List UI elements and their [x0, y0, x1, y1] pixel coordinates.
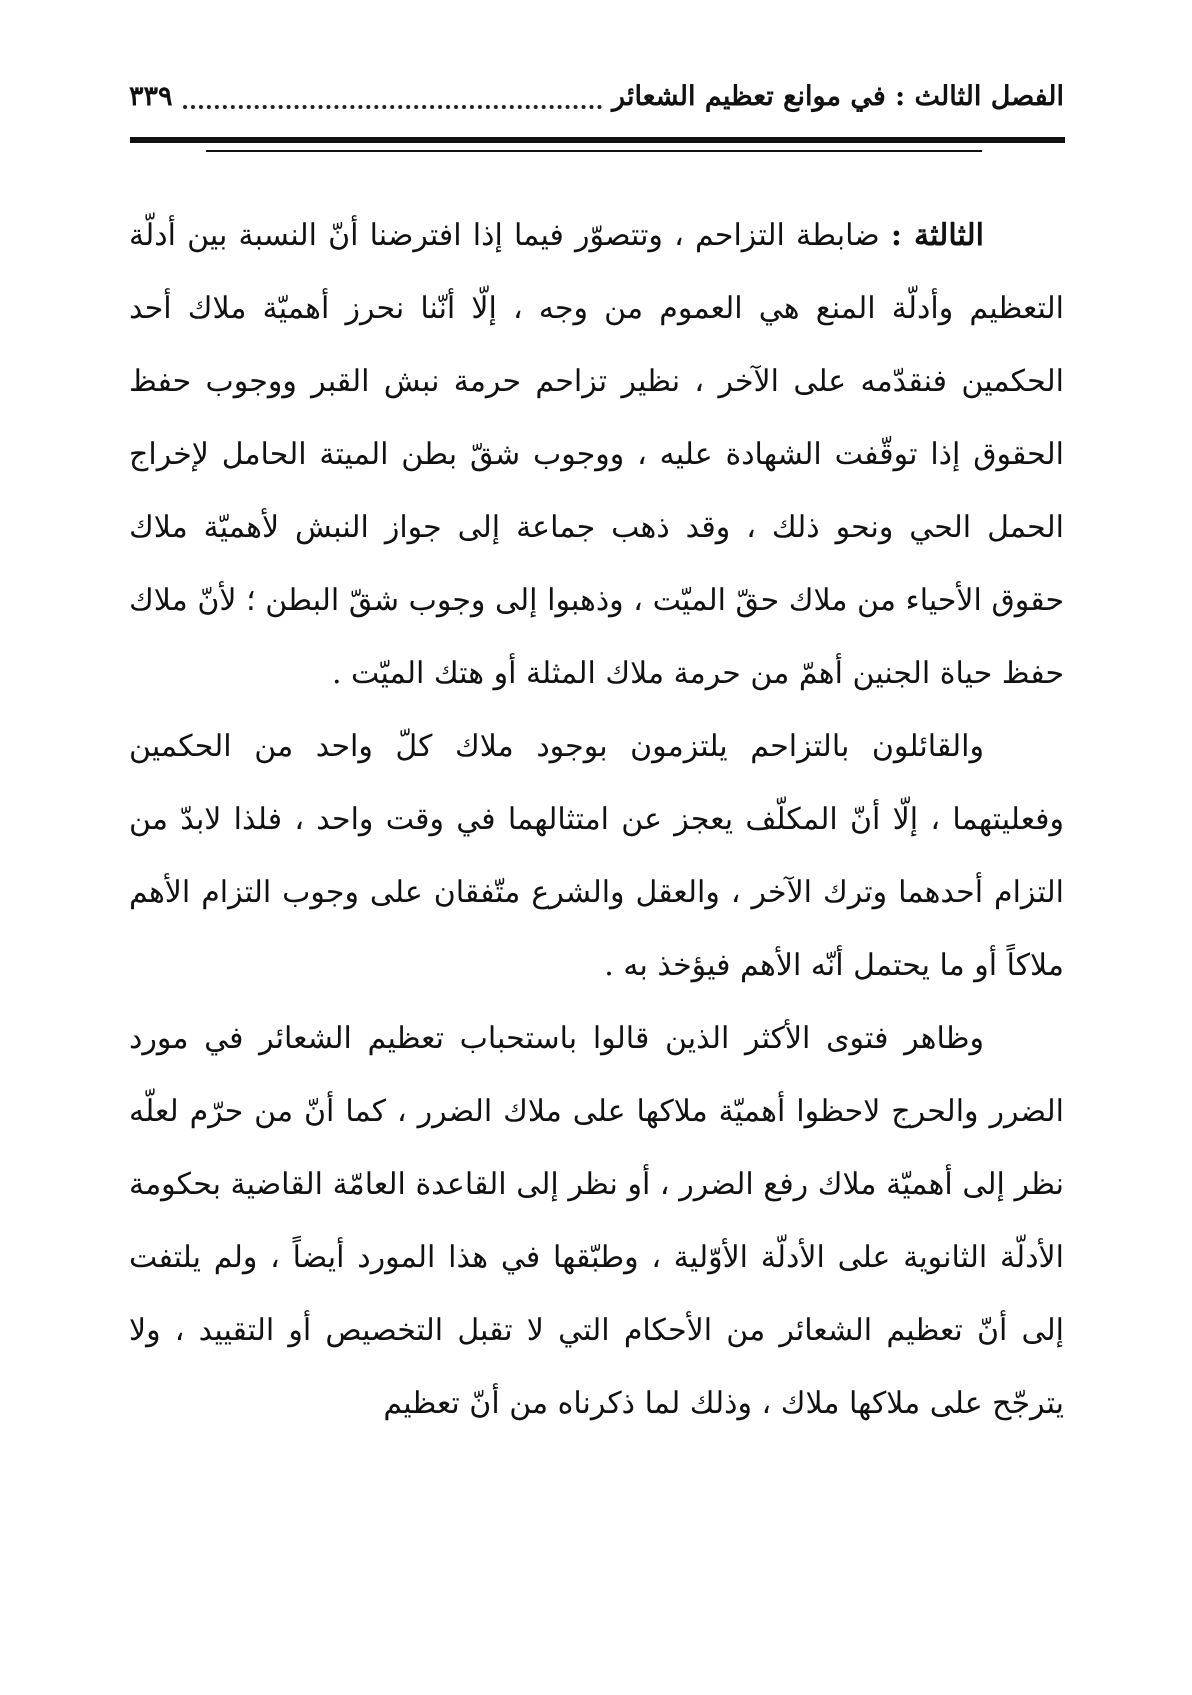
body-text — [129, 199, 1064, 1440]
paragraph-lead-word: الثالثة : — [890, 218, 984, 253]
paragraph-text: وظاهر فتوى الأكثر الذين قالوا باستحباب تعظيم الشعائر في مورد الضرر والحرج لاحظوا أهميّة ملاكها على ملاك الضرر ، كما أنّ من حرّم لعلّه نظر إلى أهميّة ملاك رفع الضرر ، أو نظر إلى القاعدة العامّة القاضية بحكومة الأدلّة الثانوية على الأدلّة الأوّلية ، وطبّقها في هذا المورد أيضاً ، ولم يلتفت إلى أنّ تعظيم الشعائر من الأحكام التي لا تقبل التخصيص أو التقييد ، ولا يترجّح على ملاكها ملاك ، وذلك لما ذكرناه من أنّ تعظيم — [129, 1021, 1064, 1421]
paragraph-1 — [129, 199, 1064, 710]
dot-leader — [183, 105, 603, 109]
paragraph-text: والقائلون بالتزاحم يلتزمون بوجود ملاك كلّ واحد من الحكمين وفعليتهما ، إلّا أنّ المكلّف يعجز عن امتثالهما في وقت واحد ، فلذا لابدّ من التزام أحدهما وترك الآخر ، والعقل والشرع متّفقان على وجوب التزام الأهم ملاكاً أو ما يحتمل أنّه الأهم فيؤخذ به . — [129, 729, 1064, 983]
chapter-title: الفصل الثالث : في موانع تعظيم الشعائر — [612, 81, 1064, 112]
paragraph-text: ضابطة التزاحم ، وتتصوّر فيما إذا افترضنا أنّ النسبة بين أدلّة التعظيم وأدلّة المنع هي العموم من وجه ، إلّا أنّنا نحرز أهميّة ملاك أحد الحكمين فنقدّمه على الآخر ، نظير تزاحم حرمة نبش القبر ووجوب حفظ الحقوق إذا توقّفت الشهادة عليه ، ووجوب شقّ بطن الميتة الحامل لإخراج الحمل الحي ونحو ذلك ، وقد ذهب جماعة إلى جواز النبش لأهميّة ملاك حقوق الأحياء من ملاك حقّ الميّت ، وذهبوا إلى وجوب شقّ البطن ؛ لأنّ ملاك حفظ حياة الجنين أهمّ من حرمة ملاك المثلة أو هتك الميّت . — [129, 218, 1064, 691]
header-rule-thick — [130, 137, 1065, 143]
paragraph-3 — [129, 1002, 1064, 1440]
running-header — [129, 70, 1064, 124]
page-number: ٣٣٩ — [129, 81, 173, 112]
paragraph-2 — [129, 710, 1064, 1002]
header-rule-thin — [206, 150, 982, 152]
